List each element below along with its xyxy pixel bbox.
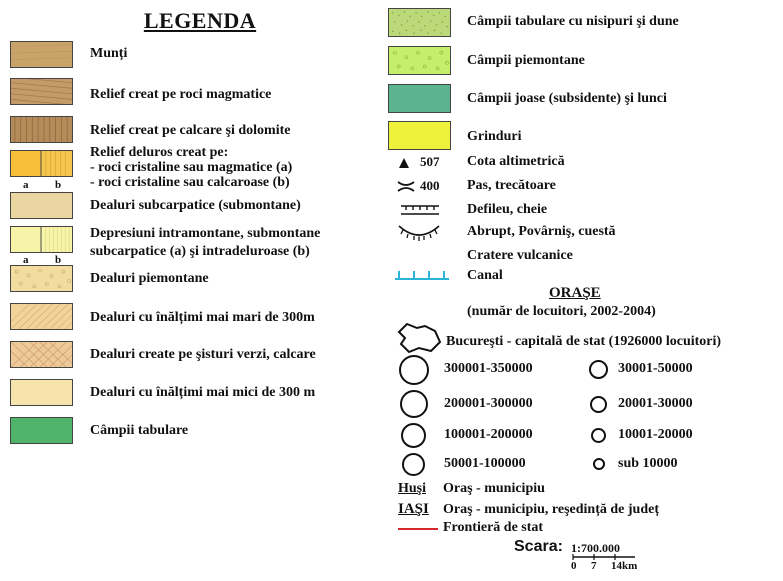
swatch-deluros (10, 150, 73, 177)
label-grinduri: Grinduri (467, 129, 522, 144)
resedinta-sample: IAŞI (398, 501, 429, 517)
city-class-3: 100001-200000 (444, 427, 533, 442)
scarp-crater-icon (397, 222, 441, 252)
peak-value: 507 (420, 154, 440, 169)
scale-label: Scara: (514, 538, 563, 555)
legend-title: LEGENDA (143, 8, 257, 33)
sub-label-a: a (23, 179, 29, 191)
city-circle-5 (589, 360, 608, 379)
city-circle-8 (593, 458, 605, 470)
city-class-7: 10001-20000 (618, 427, 693, 442)
gorge-icon (400, 203, 440, 217)
swatch-sisturi (10, 341, 73, 368)
label-frontiera: Frontieră de stat (443, 520, 544, 535)
label-munti: Munți (90, 46, 128, 61)
sub-label-b: b (55, 254, 62, 266)
label-cratere: Cratere vulcanice (467, 248, 573, 263)
city-class-8: sub 10000 (618, 456, 678, 471)
swatch-campii-tabulare (10, 417, 73, 444)
capital-shape-icon (395, 322, 443, 354)
label-mari-300: Dealuri cu înălțimi mai mari de 300m (90, 310, 315, 325)
canal-icon (395, 268, 449, 282)
label-mici-300: Dealuri cu înălțimi mai mici de 300 m (90, 385, 316, 400)
label-subcarpatice: Dealuri subcarpatice (submontane) (90, 198, 301, 213)
cities-subtitle: (număr de locuitori, 2002-2004) (467, 304, 656, 319)
swatch-roci-magmatice (10, 78, 73, 105)
swatch-mici-300 (10, 379, 73, 406)
swatch-campii-piemontane (388, 46, 451, 75)
pass-value: 400 (420, 178, 440, 193)
label-campii-tabulare: Câmpii tabulare (90, 423, 189, 438)
label-resedinta: Oraş - municipiu, reşedință de județ (443, 502, 659, 517)
swatch-depresiuni (10, 226, 73, 253)
label-cota: Cota altimetrică (467, 154, 565, 169)
swatch-grinduri (388, 121, 451, 150)
sub-label-b: b (55, 179, 62, 191)
label-campii-piemontane: Câmpii piemontane (467, 53, 585, 68)
city-circle-2 (400, 390, 428, 418)
frontier-line (398, 528, 438, 530)
swatch-subcarpatice (10, 192, 73, 219)
municipiu-sample: Huşi (398, 481, 427, 496)
swatch-campii-joase (388, 84, 451, 113)
swatch-nisipuri-dune (388, 8, 451, 37)
city-class-4: 50001-100000 (444, 456, 526, 471)
label-sisturi: Dealuri create pe şisturi verzi, calcare (90, 347, 316, 362)
label-roci-magmatice: Relief creat pe roci magmatice (90, 87, 272, 102)
scale-ratio: 1:700.000 (571, 541, 620, 555)
city-circle-4 (402, 453, 425, 476)
swatch-munti (10, 41, 73, 68)
label-pas: Pas, trecătoare (467, 178, 556, 193)
swatch-calcare-dolomite (10, 116, 73, 143)
label-dealuri-piemontane: Dealuri piemontane (90, 271, 209, 286)
sub-label-a: a (23, 254, 29, 266)
city-class-6: 20001-30000 (618, 396, 693, 411)
label-nisipuri-dune: Câmpii tabulare cu nisipuri şi dune (467, 14, 679, 29)
label-abrupt: Abrupt, Povârniş, cuestă (467, 224, 616, 239)
cities-title: ORAŞE (549, 285, 601, 301)
label-municipiu: Oraş - municipiu (443, 481, 545, 496)
label-calcare-dolomite: Relief creat pe calcare şi dolomite (90, 123, 291, 138)
city-class-1: 300001-350000 (444, 361, 533, 376)
swatch-piemontane (10, 265, 73, 292)
scale-tick-0: 0 (571, 560, 577, 572)
city-class-5: 30001-50000 (618, 361, 693, 376)
pass-icon (396, 179, 416, 193)
label-canal: Canal (467, 268, 503, 283)
label-depresiuni: Depresiuni intramontane, submontane subcarpatice (a) şi intradeluroase (b) (90, 226, 321, 259)
label-deluros: Relief deluros creat pe: - roci cristaline sau magmatice (a) - roci cristaline sau calcaroase (b) (90, 145, 293, 190)
city-circle-6 (590, 396, 607, 413)
scale-tick-7: 7 (591, 560, 597, 572)
label-campii-joase: Câmpii joase (subsidente) şi lunci (467, 91, 667, 106)
city-circle-1 (399, 355, 429, 385)
scale-tick-14: 14km (611, 560, 638, 572)
city-circle-7 (591, 428, 606, 443)
label-defileu: Defileu, cheie (467, 202, 548, 217)
city-circle-3 (401, 423, 426, 448)
peak-triangle-icon (398, 157, 410, 169)
label-capital: Bucureşti - capitală de stat (1926000 locuitori) (446, 334, 722, 349)
swatch-mari-300 (10, 303, 73, 330)
city-class-2: 200001-300000 (444, 396, 533, 411)
